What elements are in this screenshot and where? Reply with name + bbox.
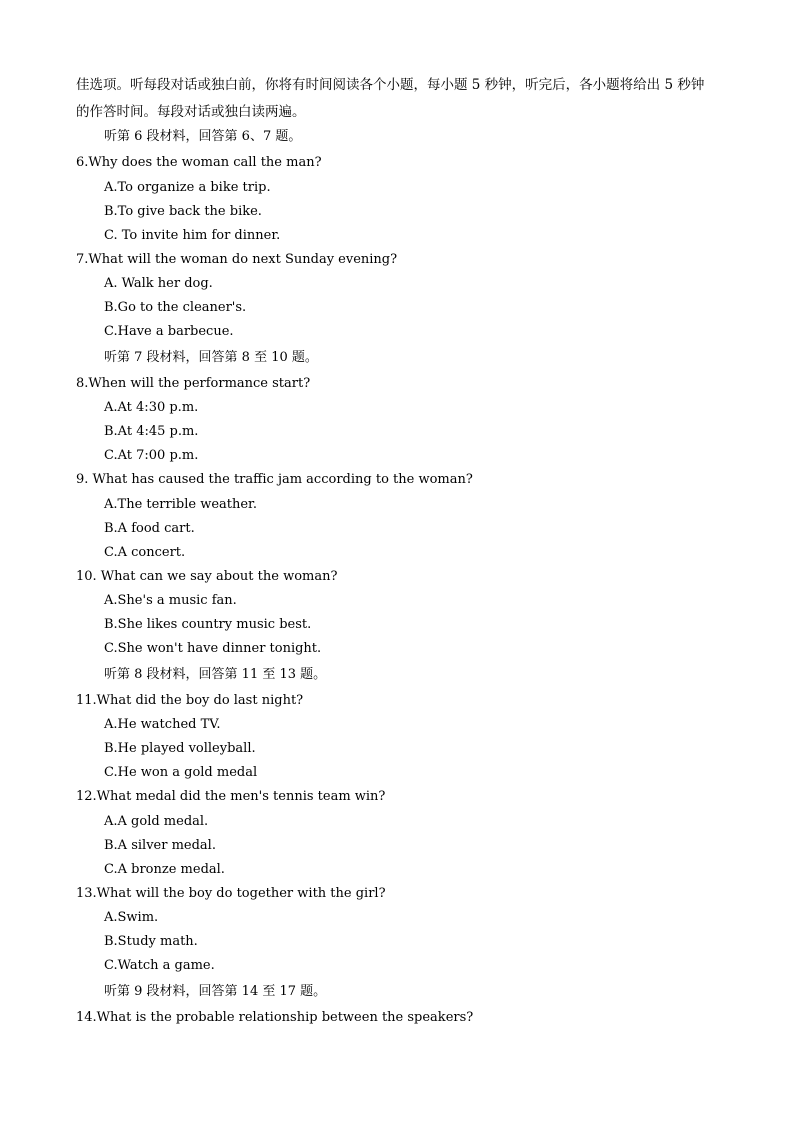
question-text: 9. What has caused the traffic jam according to the woman? [76,472,473,487]
answer-option: B.Study math. [104,934,198,949]
intro-line-1: 佳选项。听每段对话或独白前，你将有时间阅读各个小题，每小题 5 秒钟，听完后，各小题将给出 5 秒钟 [76,77,705,93]
question-text: 6.Why does the woman call the man? [76,155,322,170]
answer-option: C.A bronze medal. [104,862,225,877]
question-text: 7.What will the woman do next Sunday evening? [76,252,398,267]
answer-option: B.A food cart. [104,521,195,536]
answer-option: A. Walk her dog. [104,276,213,291]
section-heading: 听第 8 段材料，回答第 11 至 13 题。 [104,667,327,682]
question-text: 14.What is the probable relationship between the speakers? [76,1010,474,1025]
answer-option: B.A silver medal. [104,838,216,853]
section-heading: 听第 9 段材料，回答第 14 至 17 题。 [104,984,327,999]
answer-option: C.She won't have dinner tonight. [104,641,322,656]
intro-line-2: 的作答时间。每段对话或独白读两遍。 [76,104,306,120]
question-text: 11.What did the boy do last night? [76,693,304,708]
question-text: 13.What will the boy do together with the girl? [76,886,386,901]
answer-option: B.He played volleyball. [104,741,256,756]
question-text: 8.When will the performance start? [76,376,311,391]
section-heading: 听第 7 段材料，回答第 8 至 10 题。 [104,350,318,365]
answer-option: C.At 7:00 p.m. [104,448,199,463]
answer-option: C.He won a gold medal [104,765,258,780]
answer-option: C.A concert. [104,545,186,560]
answer-option: C.Have a barbecue. [104,324,234,339]
answer-option: A.Swim. [104,910,159,925]
question-text: 12.What medal did the men's tennis team win? [76,789,386,804]
answer-option: A.To organize a bike trip. [104,180,271,195]
answer-option: A.At 4:30 p.m. [104,400,199,415]
answer-option: B.She likes country music best. [104,617,312,632]
question-text: 10. What can we say about the woman? [76,569,338,584]
answer-option: C. To invite him for dinner. [104,228,281,243]
answer-option: A.He watched TV. [104,717,221,732]
answer-option: B.To give back the bike. [104,204,262,219]
answer-option: B.At 4:45 p.m. [104,424,199,439]
answer-option: C.Watch a game. [104,958,215,973]
answer-option: A.She's a music fan. [104,593,237,608]
answer-option: A.The terrible weather. [104,497,257,512]
answer-option: A.A gold medal. [104,814,209,829]
section-heading: 听第 6 段材料，回答第 6、7 题。 [104,129,302,144]
answer-option: B.Go to the cleaner's. [104,300,247,315]
